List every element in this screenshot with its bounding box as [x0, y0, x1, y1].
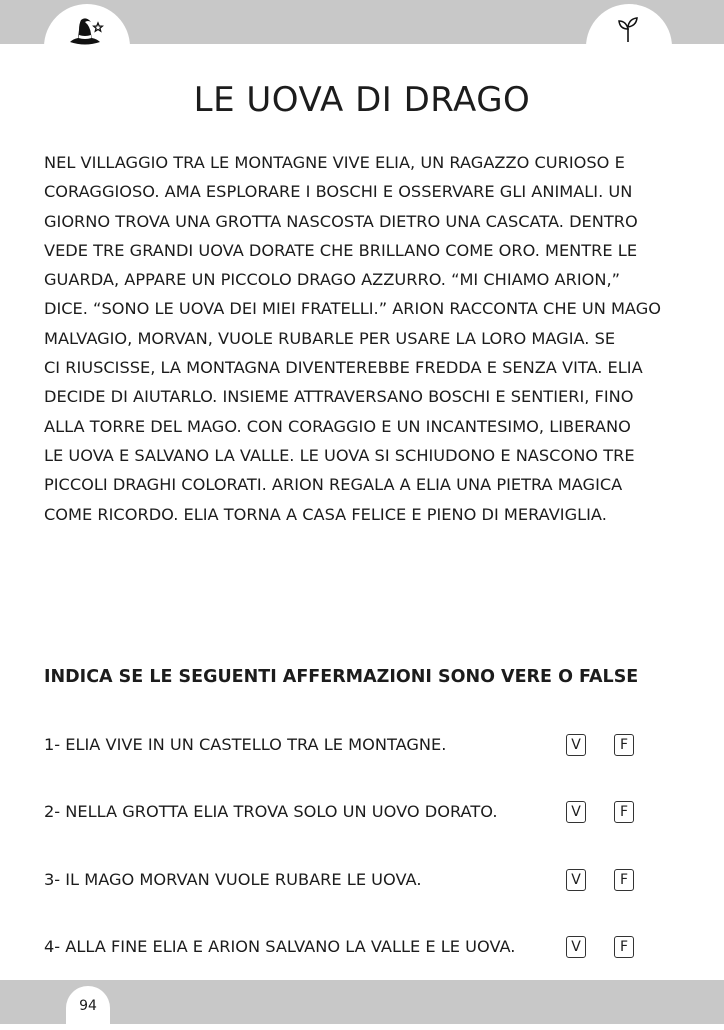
false-checkbox[interactable]: F	[614, 936, 634, 958]
false-checkbox[interactable]: F	[614, 869, 634, 891]
story-line: VEDE TRE GRANDI UOVA DORATE CHE BRILLANO COME ORO. MENTRE LE	[44, 240, 638, 260]
true-checkbox[interactable]: V	[566, 936, 586, 958]
question-text: 4- ALLA FINE ELIA E ARION SALVANO LA VALLE E LE UOVA.	[44, 937, 516, 956]
story-line: DECIDE DI AIUTARLO. INSIEME ATTRAVERSANO BOSCHI E SENTIERI, FINO	[44, 387, 634, 407]
true-checkbox[interactable]: V	[566, 734, 586, 756]
story-line: CORAGGIOSO. AMA ESPLORARE I BOSCHI E OSSERVARE GLI ANIMALI. UN	[44, 182, 633, 202]
question-text: 1- ELIA VIVE IN UN CASTELLO TRA LE MONTAGNE.	[44, 735, 447, 754]
story-line: GIORNO TROVA UNA GROTTA NASCOSTA DIETRO UNA CASCATA. DENTRO	[44, 211, 638, 231]
header-tab-right	[586, 4, 672, 84]
story-line: MALVAGIO, MORVAN, VUOLE RUBARLE PER USARE LA LORO MAGIA. SE	[44, 328, 616, 348]
story-line: GUARDA, APPARE UN PICCOLO DRAGO AZZURRO. “MI CHIAMO ARION,”	[44, 270, 620, 290]
page-title: LE UOVA DI DRAGO	[193, 80, 531, 120]
question-row-3	[44, 867, 644, 893]
sprout-icon	[616, 14, 640, 48]
question-row-2	[44, 799, 644, 825]
story-line: PICCOLI DRAGHI COLORATI. ARION REGALA A ELIA UNA PIETRA MAGICA	[44, 475, 623, 495]
wizard-hat-icon	[64, 14, 106, 52]
story-line: CI RIUSCISSE, LA MONTAGNA DIVENTEREBBE FREDDA E SENZA VITA. ELIA	[44, 358, 643, 378]
question-row-4	[44, 934, 644, 960]
exercise-instructions: INDICA SE LE SEGUENTI AFFERMAZIONI SONO VERE O FALSE	[44, 667, 639, 687]
false-checkbox[interactable]: F	[614, 801, 634, 823]
story-line: COME RICORDO. ELIA TORNA A CASA FELICE E PIENO DI MERAVIGLIA.	[44, 504, 607, 524]
story-text	[44, 148, 684, 529]
false-checkbox[interactable]: F	[614, 734, 634, 756]
question-row-1	[44, 732, 644, 758]
story-line: LE UOVA E SALVANO LA VALLE. LE UOVA SI SCHIUDONO E NASCONO TRE	[44, 445, 635, 465]
story-line: NEL VILLAGGIO TRA LE MONTAGNE VIVE ELIA, UN RAGAZZO CURIOSO E	[44, 153, 625, 172]
question-text: 3- IL MAGO MORVAN VUOLE RUBARE LE UOVA.	[44, 870, 422, 889]
page-number: 94	[79, 998, 97, 1014]
story-line: DICE. “SONO LE UOVA DEI MIEI FRATELLI.” ARION RACCONTA CHE UN MAGO	[44, 299, 662, 319]
true-checkbox[interactable]: V	[566, 801, 586, 823]
true-checkbox[interactable]: V	[566, 869, 586, 891]
header-tab-left	[44, 4, 130, 84]
story-line: ALLA TORRE DEL MAGO. CON CORAGGIO E UN INCANTESIMO, LIBERANO	[44, 416, 631, 436]
question-text: 2- NELLA GROTTA ELIA TROVA SOLO UN UOVO DORATO.	[44, 802, 498, 821]
